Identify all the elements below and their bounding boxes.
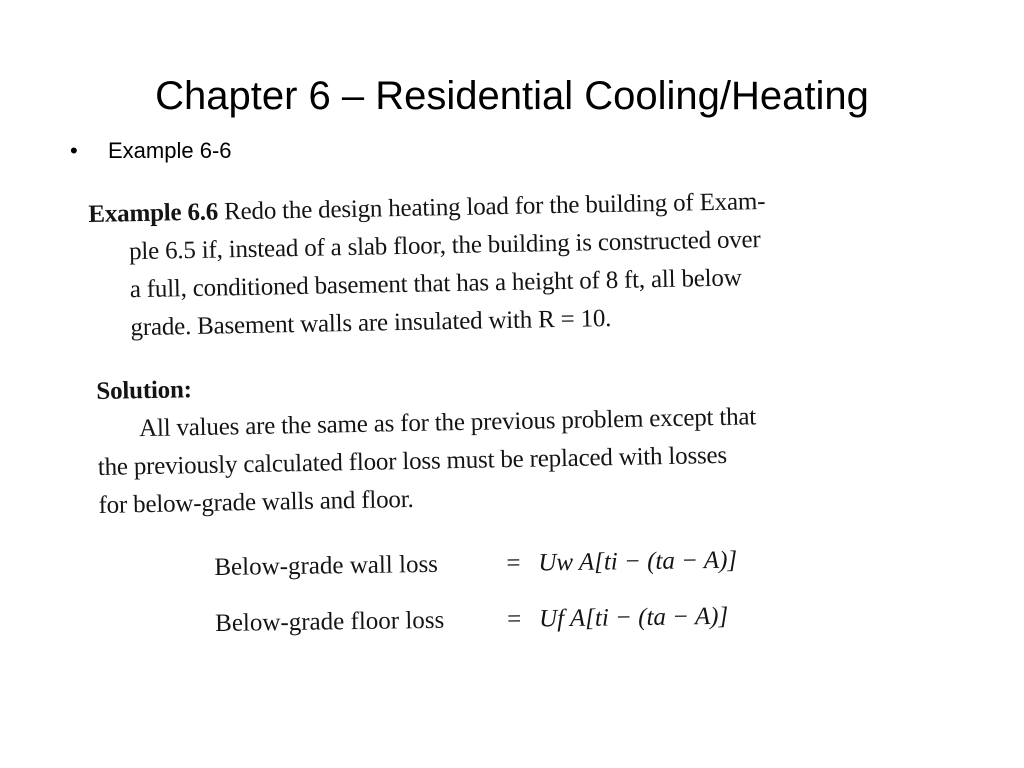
bullet-text: Example 6-6 (108, 138, 232, 163)
example-label: Example 6.6 (88, 198, 219, 228)
solution-line-3: for below-grade walls and floor. (98, 485, 414, 519)
floor-loss-equals: = (506, 605, 522, 633)
slide-title: Chapter 6 – Residential Cooling/Heating (155, 74, 869, 118)
solution-heading: Solution: (96, 376, 193, 405)
floor-loss-expression: Uf A[ti − (ta − A)] (538, 602, 729, 633)
wall-loss-expression: Uw A[ti − (ta − A)] (538, 546, 738, 577)
wall-loss-equation (214, 532, 815, 596)
solution-line-2: the previously calculated floor loss must be replaced with losses (97, 441, 728, 481)
solution-text (96, 358, 899, 525)
bullet-item (70, 136, 232, 166)
example-line-2: ple 6.5 if, instead of a slab floor, the building is constructed over (128, 226, 761, 266)
solution-line-1: All values are the same as for the previous problem except that (138, 403, 757, 443)
example-line-1-text: Redo the design heating load for the building of Exam- (217, 188, 766, 226)
wall-loss-label: Below-grade wall loss (214, 550, 439, 581)
equations (214, 532, 816, 652)
floor-loss-label: Below-grade floor loss (214, 606, 445, 637)
floor-loss-equation (215, 588, 816, 652)
example-problem-text (88, 180, 911, 348)
example-line-3: a full, conditioned basement that has a height of 8 ft, all below (129, 264, 742, 304)
wall-loss-equals: = (506, 549, 521, 577)
bullet-dot: • (70, 138, 78, 163)
example-line-4: grade. Basement walls are insulated with R = 10. (130, 304, 612, 342)
